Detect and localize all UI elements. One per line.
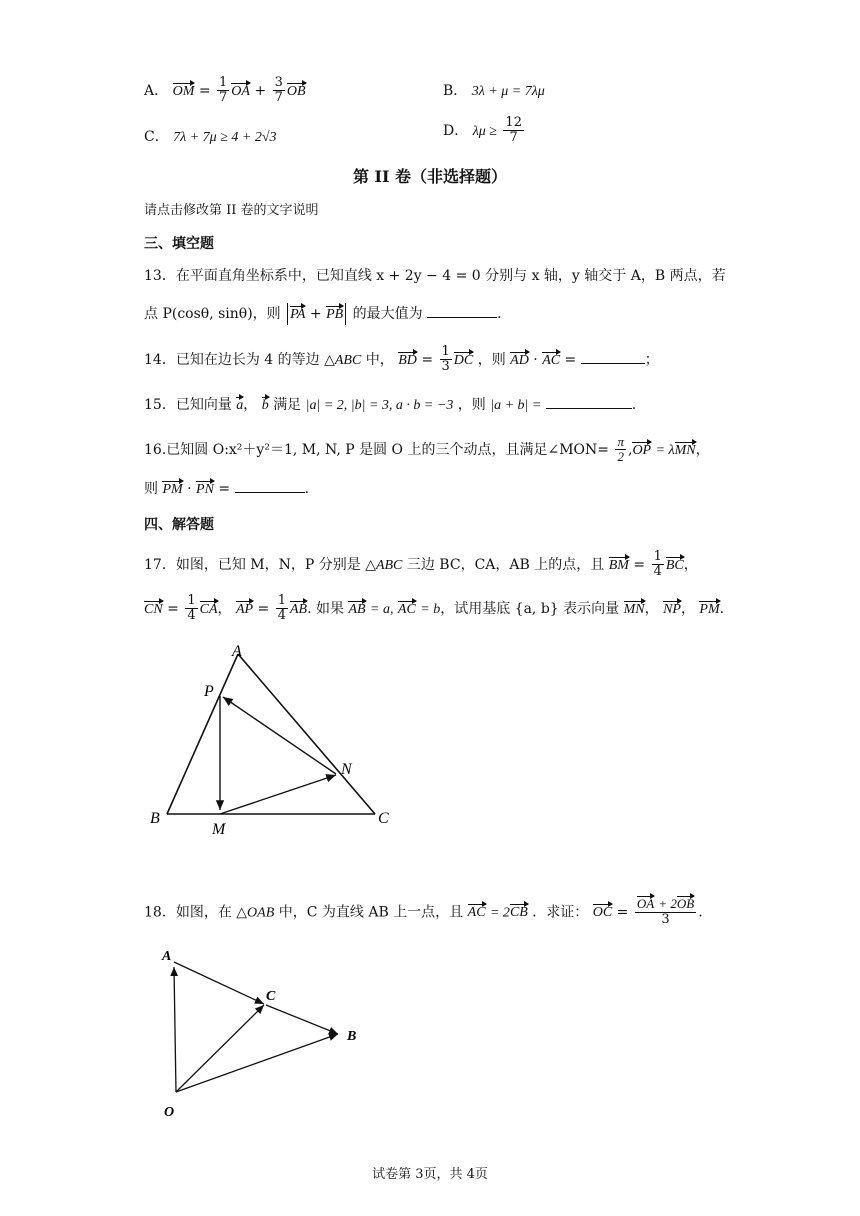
vector-oc (176, 1005, 264, 1092)
q17-line2: CN = $\frac{1}{4}$ CA， AP = $\frac{1}{4}$ AB. 如果 AB = a, AC = b，试用基底 {a, b} 表示向量 MN， NP， PM. (144, 593, 725, 624)
q15: 15．已知向量 a， b 满足 |a| = 2, |b| = 3, a · b = −3 ，则 |a + b| = . (144, 397, 637, 413)
q14: 14．已知在边长为 4 的等边 △ABC 中， BD = $\frac{1}{3}$ DC ，则 AD · AC = ； (144, 344, 659, 375)
figure-17-triangle (140, 640, 410, 840)
fig17-label-b: B (150, 810, 160, 827)
section3-title: 三、填空题 (144, 236, 214, 252)
section4-title: 四、解答题 (144, 517, 214, 533)
q15-answer-blank[interactable] (546, 408, 632, 409)
option-a: A． OM = $\frac{1}{7}$ OA + $\frac{3}{7}$ OB (144, 75, 306, 106)
page-footer: 试卷第 3页，共 4页 (372, 1167, 488, 1182)
fig18-label-c: C (266, 989, 276, 1004)
q14-answer-blank[interactable] (581, 363, 645, 364)
fig17-label-p: P (204, 683, 214, 700)
vector-np (223, 697, 336, 774)
vector-mn (220, 775, 336, 814)
q17-line1: 17．如图，已知 M，N，P 分别是 △ABC 三边 BC，CA，AB 上的点，且 BM = $\frac{1}{4}$ BC， (144, 549, 698, 580)
fig17-label-c: C (378, 810, 389, 827)
side-ab (167, 654, 238, 814)
option-b: B． 3λ + μ = 7λμ (443, 83, 545, 99)
figure-18-triangle (150, 940, 380, 1130)
fig17-label-n: N (341, 761, 352, 778)
vector-ob (176, 1034, 338, 1092)
option-c: C． 7λ + 7μ ≥ 4 + 2√3 (144, 129, 277, 145)
fig17-label-a: A (232, 643, 242, 660)
q18: 18．如图，在 △OAB 中，C 为直线 AB 上一点，且 AC = 2CB ．求证： OC = $\frac{OA + 2OB}{3}$ . (144, 896, 703, 928)
q16-answer-blank[interactable] (235, 492, 305, 493)
vector-cb (266, 1005, 338, 1034)
option-a-label: A． (144, 82, 169, 99)
part2-title: 第 II 卷（非选择题） (352, 167, 508, 186)
q13-line2: 点 P(cosθ, sinθ)，则 PA + PB 的最大值为 . (144, 303, 502, 325)
side-ac (238, 654, 375, 814)
fig18-label-o: O (164, 1105, 175, 1120)
q13-line1: 13．在平面直角坐标系中，已知直线 x + 2y − 4 = 0 分别与 x 轴，y 轴交于 A，B 两点，若 (144, 268, 726, 284)
fig17-label-m: M (212, 821, 226, 838)
q13-answer-blank[interactable] (427, 317, 497, 318)
option-d: D． λμ ≥ $\frac{12}{7}$ (443, 115, 522, 146)
q16-line1: 16.已知圆 O:x²＋y²＝1, M, N, P 是圆 O 上的三个动点，且满足∠MON= $\frac{\pi}{2}$ ,OP = λMN， (144, 434, 710, 465)
vector-oa (174, 967, 176, 1092)
part2-note: 请点击修改第 II 卷的文字说明 (144, 203, 319, 218)
fig18-label-a: A (162, 949, 172, 964)
fig18-label-b: B (347, 1029, 357, 1044)
q16-line2: 则 PM · PN = . (144, 481, 310, 497)
vector-ac (174, 962, 264, 1004)
